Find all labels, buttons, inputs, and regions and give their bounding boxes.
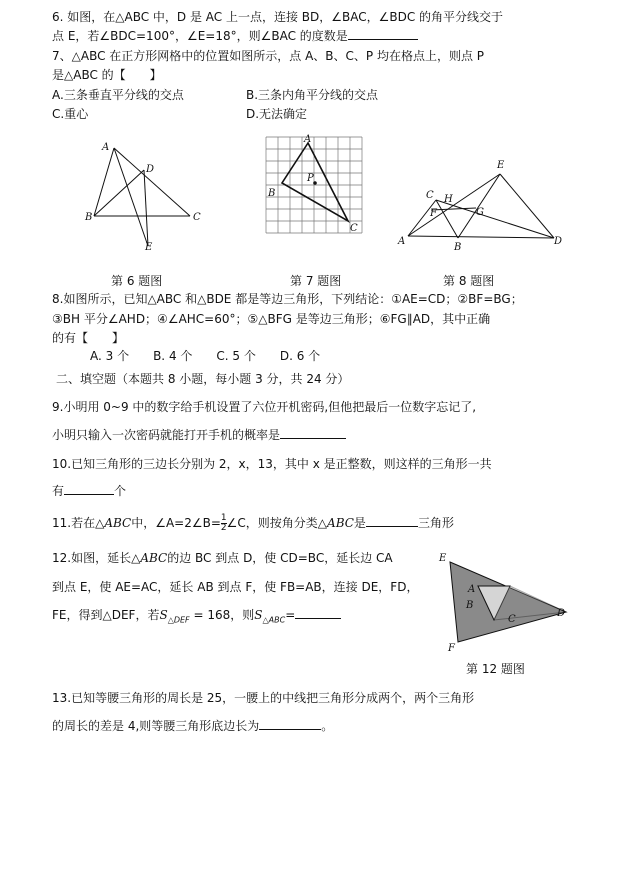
fig12-label-f: F	[448, 643, 455, 652]
q12-line1	[52, 550, 393, 566]
fig6-label-c: C	[193, 212, 201, 223]
fig8-label-b: B	[454, 242, 462, 253]
q9-line2	[52, 427, 346, 443]
q10-line2	[52, 483, 126, 499]
q11-condition-end: ∠C，则按角分类△	[226, 516, 328, 530]
fig12-label-a: A	[468, 584, 476, 595]
q6-line1: 6. 如图，在△ABC 中，D 是 AC 上一点，连接 BD，∠BAC，∠BDC 的角平分线交于	[52, 10, 504, 24]
q7-line1: 7、△ABC 在正方形网格中的位置如图所示，点 A、B、C、P 均在格点上，则点 P	[52, 49, 485, 63]
fig12-label-e: E	[439, 553, 447, 564]
q12-line2: 到点 E，使 AE=AC，延长 AB 到点 F，使 FB=AB，连接 DE，FD，	[52, 580, 419, 594]
q13-line2-text: 的周长的差是 4,则等腰三角形底边长为	[52, 719, 260, 733]
figure-6-caption: 第 6 题图	[111, 274, 163, 288]
fig8-label-c: C	[426, 190, 434, 201]
q8-line1: 8.如图所示，已知△ABC 和△BDE 都是等边三角形，下列结论：①AE=CD；②BF=BG；	[52, 292, 523, 306]
q7-option-c: C.重心	[52, 107, 89, 121]
q11-prefix: 11.若在△	[52, 516, 105, 530]
q12-line1-rest: 的边 BC 到点 D，使 CD=BC，延长边 CA	[167, 551, 393, 565]
q11-answer-blank[interactable]	[366, 515, 418, 527]
fig8-label-e: E	[497, 160, 505, 171]
q13-answer-blank[interactable]	[259, 718, 321, 730]
q6-answer-blank[interactable]	[348, 28, 418, 40]
q11-is: 是	[353, 516, 366, 530]
q13-period: 。	[321, 719, 334, 733]
q8-line3: 的有【 】	[52, 331, 125, 345]
q10-line2-suffix: 个	[114, 484, 127, 498]
q7-option-a: A.三条垂直平分线的交点	[52, 88, 184, 102]
q12-area-subscript-def: △DEF	[167, 615, 190, 625]
fig6-label-e: E	[145, 242, 153, 253]
q11-triangle-name: ABC	[104, 516, 132, 530]
figure-8-diagram	[396, 158, 566, 253]
fig8-label-g: G	[476, 207, 484, 218]
q12-area-symbol-def: S	[159, 608, 168, 622]
q10-answer-blank[interactable]	[64, 483, 114, 495]
q11-numerator: 1	[220, 513, 227, 523]
q9-line2-text: 小明只输入一次密码就能打开手机的概率是	[52, 428, 281, 442]
q11-condition: 中，∠A=2∠B=	[131, 516, 221, 530]
fig7-label-c: C	[350, 223, 358, 234]
q7-line2: 是△ABC 的【 】	[52, 68, 162, 82]
q12-line3-prefix: FE，得到△DEF，若	[52, 608, 160, 622]
fig6-label-b: B	[85, 212, 93, 223]
q12-area-symbol-abc: S	[254, 608, 263, 622]
q12-answer-blank[interactable]	[295, 607, 341, 619]
figure-7-grid-diagram	[262, 133, 372, 243]
figure-8-caption: 第 8 题图	[443, 274, 495, 288]
q11-triangle-name-2: ABC	[327, 516, 354, 530]
q12-equation: = 168，则	[189, 608, 255, 622]
q8-options: A. 3 个 B. 4 个 C. 5 个 D. 6 个	[90, 349, 321, 363]
q9-answer-blank[interactable]	[280, 427, 346, 439]
fig12-label-d: D	[557, 608, 566, 619]
q13-line1: 13.已知等腰三角形的周长是 25，一腰上的中线把三角形分成两个，两个三角形	[52, 691, 475, 705]
figure-12-caption: 第 12 题图	[466, 662, 525, 676]
q12-line1-prefix: 12.如图，延长△	[52, 551, 141, 565]
fig7-label-a: A	[304, 134, 312, 145]
figure-7-caption: 第 7 题图	[290, 274, 342, 288]
section-2-heading: 二、填空题（本题共 8 小题，每小题 3 分，共 24 分）	[56, 372, 350, 386]
q9-line1: 9.小明用 0~9 中的数字给手机设置了六位开机密码,但他把最后一位数字忘记了,	[52, 400, 477, 414]
q11-line	[52, 514, 454, 533]
q10-line1: 10.已知三角形的三边长分别为 2，x，13，其中 x 是正整数，则这样的三角形一共	[52, 457, 492, 471]
q11-denominator: 2	[220, 523, 227, 533]
fig8-label-d: D	[554, 236, 563, 247]
q8-line2: ③BH 平分∠AHD；④∠AHC=60°；⑤△BFG 是等边三角形；⑥FG∥AD，其中正确	[52, 312, 491, 326]
q13-line2	[52, 718, 333, 734]
q11-suffix: 三角形	[417, 516, 454, 530]
fig7-label-b: B	[268, 188, 276, 199]
fig6-label-d: D	[146, 164, 155, 175]
q10-line2-prefix: 有	[52, 484, 65, 498]
q12-equals: =	[285, 608, 296, 622]
fig12-label-c: C	[508, 614, 516, 625]
fig8-label-h: H	[444, 194, 453, 205]
q7-option-b: B.三条内角平分线的交点	[246, 88, 379, 102]
fig7-label-p: P	[307, 173, 314, 184]
q12-triangle-name: ABC	[140, 551, 168, 565]
q12-line3	[52, 607, 341, 628]
figure-6-diagram	[80, 138, 210, 258]
figure-12-diagram	[436, 552, 576, 652]
fig8-label-a: A	[398, 236, 406, 247]
q12-area-subscript-abc: △ABC	[262, 615, 286, 625]
fig6-label-a: A	[102, 142, 110, 153]
q6-line2-text: 点 E，若∠BDC=100°，∠E=18°，则∠BAC 的度数是	[52, 29, 348, 43]
q6-line2	[52, 28, 418, 44]
fig8-label-f: F	[430, 208, 437, 219]
fig12-label-b: B	[466, 600, 474, 611]
q7-option-d: D.无法确定	[246, 107, 308, 121]
